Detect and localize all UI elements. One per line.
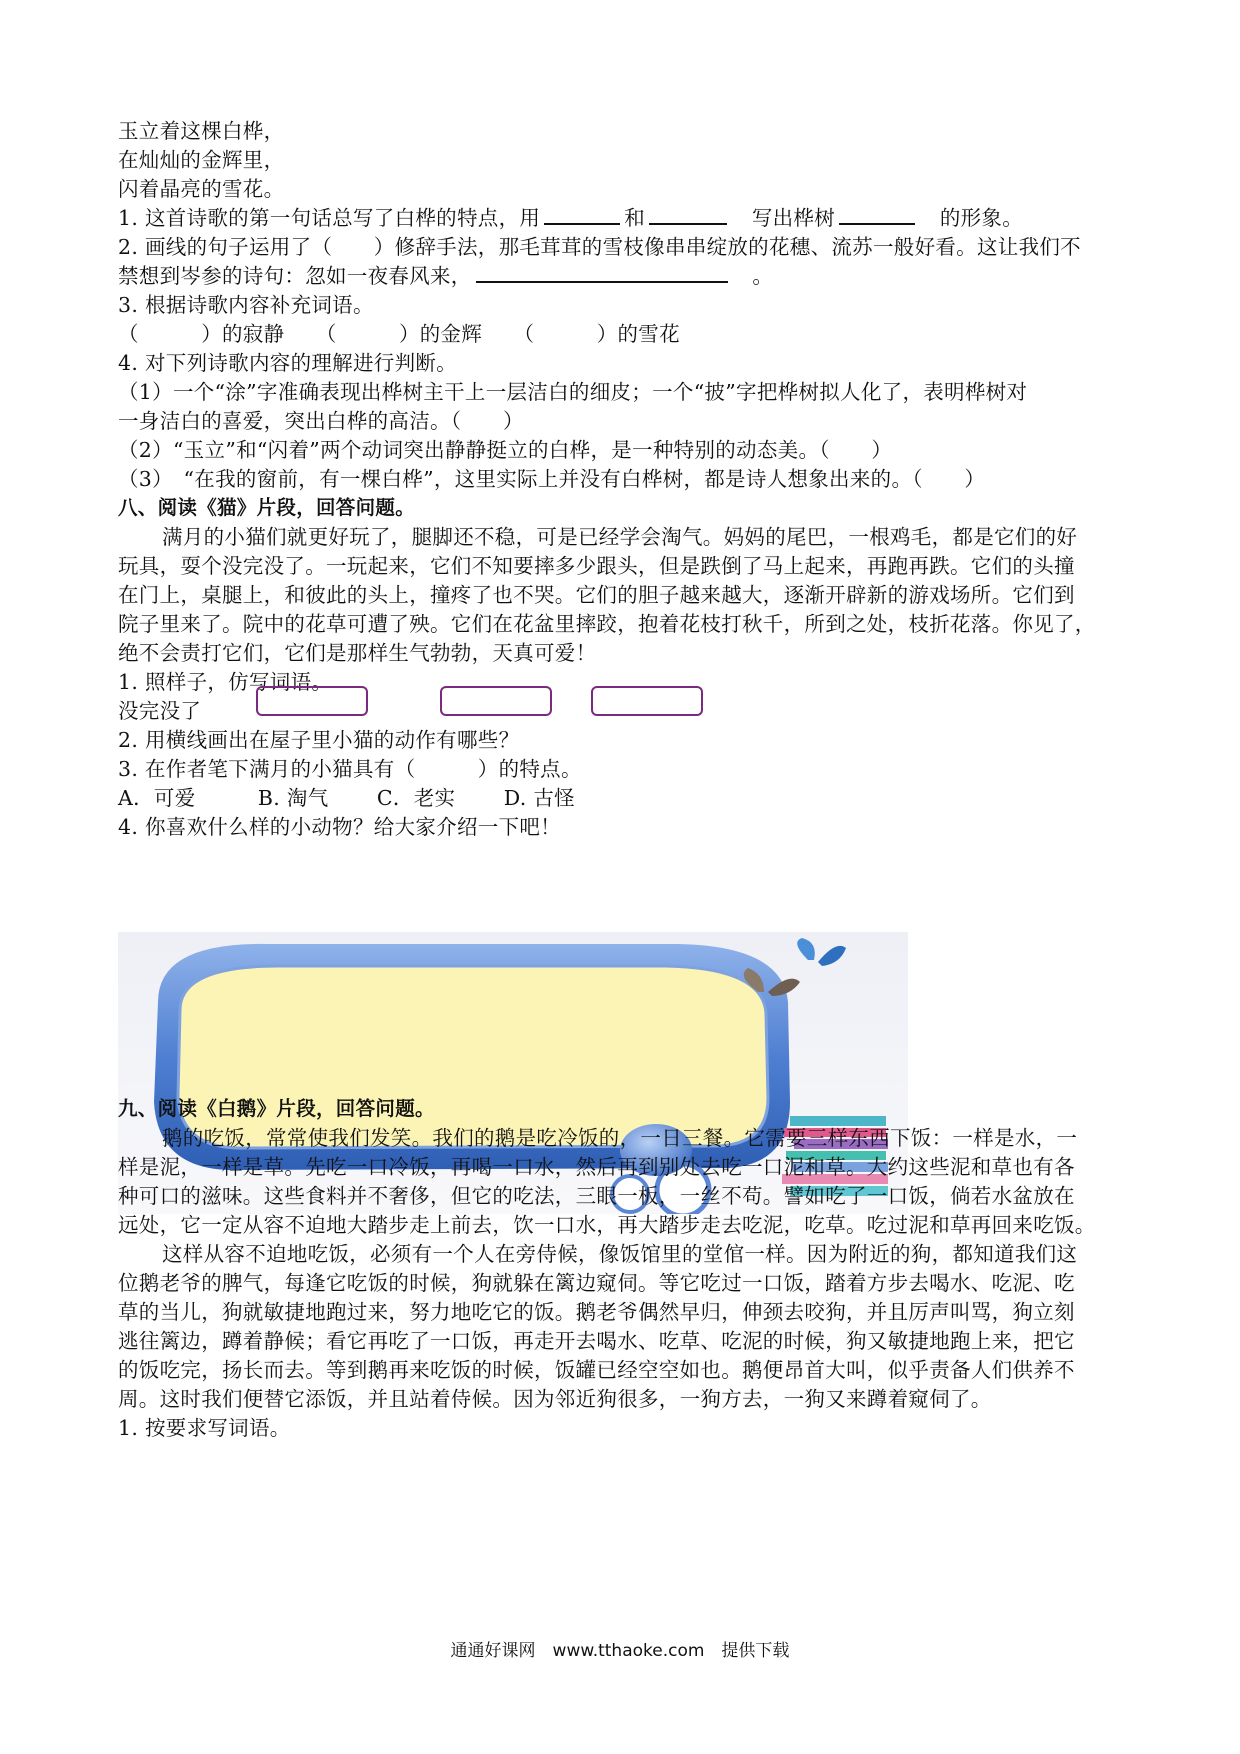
passage-line: 满月的小猫们就更好玩了，腿脚还不稳，可是已经学会淘气。妈妈的尾巴，一根鸡毛，都是它们的好 [162,525,1078,549]
passage-line: 草的当儿，狗就敏捷地跑过来，努力地吃它的饭。鹅老爷偶然早归，伸颈去咬狗，并且厉声叫骂，狗立刻 [118,1300,1075,1324]
question-1: 1. 照样子，仿写词语。 [118,670,333,694]
passage-line: 玩具，耍个没完没了。一玩起来，它们不知要摔多少跟头，但是跌倒了马上起来，再跑再跌。它们的头撞 [118,554,1075,578]
question-1: 1. 按要求写词语。 [118,1416,291,1440]
page-footer: 通通好课网 www.tthaoke.com 提供下载 [450,1641,790,1661]
answer-blank[interactable] [839,205,915,225]
passage-line: 周。这时我们便替它添饭，并且站着侍候。因为邻近狗很多，一狗方去，一狗又来蹲着窥伺了。 [118,1387,992,1411]
passage-line: 种可口的滋味。这些食料并不奢侈，但它的吃法，三眼一板，一丝不苟。譬如吃了一口饭，倘若水盆放在 [118,1184,1075,1208]
passage-line: 样是泥，一样是草。先吃一口冷饭，再喝一口水，然后再到别处去吃一口泥和草。大约这些泥和草也有各 [118,1155,1075,1179]
section-8-title: 八、阅读《猫》片段，回答问题。 [118,496,416,519]
answer-box[interactable] [440,686,552,716]
judgment-1-cont: 一身洁白的喜爱，突出白桦的高洁。（ ） [118,409,524,433]
judgment-1: （1）一个“涂”字准确表现出桦树主干上一层洁白的细皮；一个“披”字把桦树拟人化了，表明桦树对 [118,380,1028,404]
question-3-items: （ ）的寂静 （ ）的金辉 （ ）的雪花 [118,322,680,346]
judgment-2: （2）“玉立”和“闪着”两个动词突出静静挺立的白桦，是一种特别的动态美。（ ） [118,438,893,462]
poem-line: 玉立着这棵白桦， [118,119,285,143]
passage-line: 位鹅老爷的脾气，每逢它吃饭的时候，狗就躲在篱边窥伺。等它吃过一口饭，踏着方步去喝水、吃泥、吃 [118,1271,1075,1295]
passage-line: 在门上，桌腿上，和彼此的头上，撞疼了也不哭。它们的胆子越来越大，逐渐开辟新的游戏场所。它们到 [118,583,1075,607]
judgment-3: （3） “在我的窗前，有一棵白桦”，这里实际上并没有白桦树，都是诗人想象出来的。（ ） [118,467,986,491]
answer-box[interactable] [256,686,368,716]
poem-line: 在灿灿的金辉里， [118,148,285,172]
answer-box[interactable] [591,686,703,716]
question-2-cont: 禁想到岑参的诗句：忽如一夜春风来， 。 [118,264,774,288]
question-3: 3. 在作者笔下满月的小猫具有（ ）的特点。 [118,757,582,781]
answer-blank[interactable] [544,205,620,225]
passage-line: 这样从容不迫地吃饭，必须有一个人在旁侍候，像饭馆里的堂倌一样。因为附近的狗，都知道我们这 [162,1242,1078,1266]
passage-line: 逃往篱边，蹲着静候；看它再吃了一口饭，再走开去喝水、吃草、吃泥的时候，狗又敏捷地跑上来，把它 [118,1329,1075,1353]
question-2: 2. 用横线画出在屋子里小猫的动作有哪些？ [118,728,520,752]
passage-line: 的饭吃完，扬长而去。等到鹅再来吃饭的时候，饭罐已经空空如也。鹅便昂首大叫，似乎责备人们供养不 [118,1358,1075,1382]
question-3: 3. 根据诗歌内容补充词语。 [118,293,374,317]
poem-line: 闪着晶亮的雪花。 [118,177,285,201]
passage-line: 院子里来了。院中的花草可遭了殃。它们在花盆里摔跤，抱着花枝打秋千，所到之处，枝折花落。你见了， [118,612,1096,636]
answer-blank[interactable] [649,205,727,225]
question-1: 1. 这首诗歌的第一句话总写了白桦的特点，用 和 写出桦树 的形象。 [118,206,1024,230]
question-2: 2. 画线的句子运用了（ ）修辞手法，那毛茸茸的雪枝像串串绽放的花穗、流苏一般好看。这让我们不 [118,235,1081,259]
passage-line: 绝不会责打它们，它们是那样生气勃勃，天真可爱！ [118,641,597,665]
passage-line: 鹅的吃饭，常常使我们发笑。我们的鹅是吃冷饭的，一日三餐。它需要三样东西下饭：一样是水，一 [162,1126,1078,1150]
passage-line: 远处，它一定从容不迫地大踏步走上前去，饮一口水，再大踏步走去吃泥，吃草。吃过泥和草再回来吃饭。 [118,1213,1096,1237]
question-4: 4. 对下列诗歌内容的理解进行判断。 [118,351,457,375]
question-3-options: A．可爱 B. 淘气 C．老实 D. 古怪 [118,786,575,810]
example-word: 没完没了 [118,699,202,723]
question-4: 4. 你喜欢什么样的小动物？给大家介绍一下吧！ [118,815,561,839]
answer-blank[interactable] [476,263,728,283]
section-9-title: 九、阅读《白鹅》片段，回答问题。 [118,1097,435,1120]
